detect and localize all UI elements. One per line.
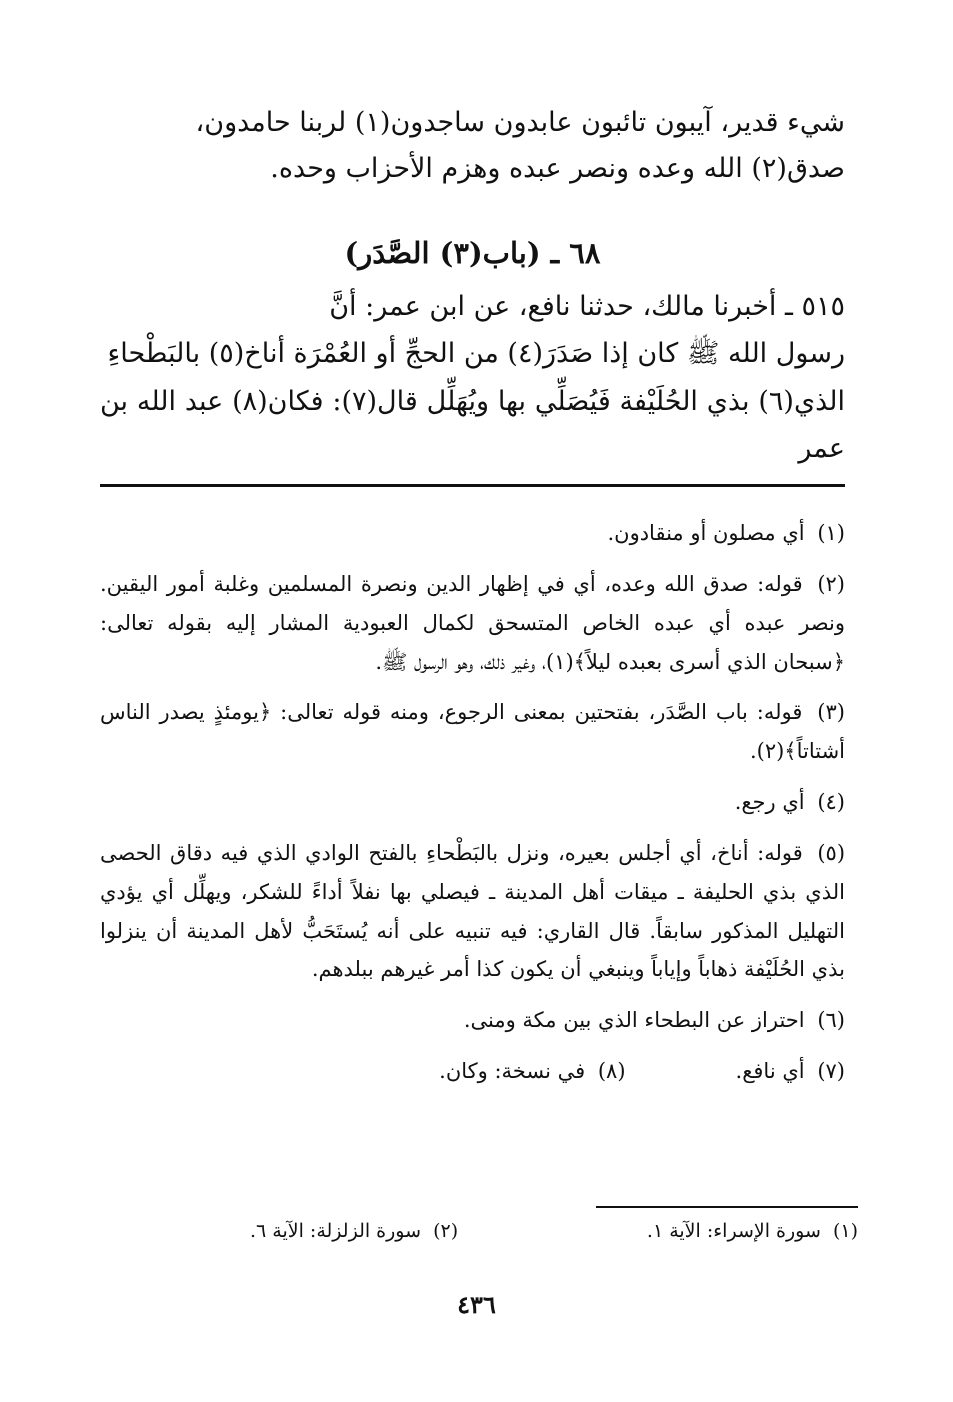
footnote-text: قوله: أناخ، أي أجلس بعيره، ونزل بالبَطْحاءِ بالفتح الوادي الذي فيه دقاق الحصى الذي بذي الحليفة ـ ميقات أهل المدينة ـ فيصلي بها نفلاً أداءً للشكر، ويهلِّل أي يؤدي التهليل المذكور سابقاً. قال القاري: فيه تنبيه على أنه يُستَحَبُّ لأهل المدينة أن ينزلوا بذي الحُلَيْفة ذهاباً وإياباً وينبغي أن يكون كذا أمر غيرهم ببلدهم.	[100, 840, 845, 982]
hadith-text	[100, 283, 845, 472]
footnote	[100, 565, 845, 682]
footnote-number: (٣)	[817, 700, 845, 725]
footnote-text: قوله: باب الصَّدَر، بفتحتين بمعنى الرجوع، ومنه قوله تعالى: ﴿يومئذٍ يصدر الناس أشتاتاً﴾(٢).	[100, 700, 845, 764]
sub-footnote-number: (١)	[832, 1220, 858, 1242]
main-line: صدق(٢) الله وعده ونصر عبده وهزم الأحزاب وحده.	[270, 152, 845, 184]
footnote	[439, 1052, 625, 1091]
sub-footnote-separator	[596, 1206, 858, 1208]
sub-footnote	[250, 1220, 458, 1242]
footnote-separator	[100, 484, 845, 487]
footnote-number: (٥)	[817, 840, 846, 865]
chapter-heading: ٦٨ ـ (باب(٣) الصَّدَر)	[344, 236, 601, 270]
main-line: شيء قدير، آيبون تائبون عابدون ساجدون(١) لربنا حامدون،	[195, 107, 845, 138]
hadith-line: ٥١٥ ـ أخبرنا مالك، حدثنا نافع، عن ابن عمر: أنَّ	[329, 291, 845, 322]
footnote-text: قوله: صدق الله وعده، أي في إظهار الدين ونصرة المسلمين وغلبة أمور اليقين. ونصر عبده أي عبده الخاص المتسحق لكمال العبودية المشار إليه بقوله تعالى: ﴿سبحان الذي أسرى بعبده ليلاً﴾(١)، وغير ذلك، وهو الرسول ﷺ.	[100, 571, 845, 674]
footnote	[100, 1001, 845, 1040]
hadith-line: رسول الله ﷺ كان إذا صَدَرَ(٤) من الحجِّ أو العُمْرَة أناخ(٥) بالبَطْحاءِ	[107, 338, 845, 370]
sub-footnotes	[250, 1220, 858, 1242]
footnote-text: في نسخة: وكان.	[439, 1059, 586, 1084]
footnote	[100, 693, 845, 771]
footnote-text: أي مصلون أو منقادون.	[607, 521, 805, 545]
footnote-number: (٦)	[817, 1008, 845, 1033]
footnotes	[100, 514, 845, 1091]
footnote	[100, 783, 845, 822]
sub-footnote	[647, 1220, 858, 1242]
sub-footnote-text: سورة الزلزلة: الآية ٦.	[250, 1220, 422, 1242]
footnote-number: (٤)	[817, 790, 845, 815]
footnote-text: أي نافع.	[735, 1059, 805, 1084]
footnote	[736, 1052, 845, 1091]
footnote-number: (٧)	[817, 1059, 845, 1084]
page-number: ٤٣٦	[457, 1290, 496, 1319]
footnote	[100, 834, 845, 989]
sub-footnote-number: (٢)	[433, 1220, 459, 1242]
footnote-text: أي رجع.	[734, 790, 805, 815]
footnote-number: (٨)	[597, 1059, 626, 1084]
footnote-number: (٢)	[817, 571, 845, 596]
hadith-line: الذي(٦) بذي الحُلَيْفة فَيُصَلِّي بها ويُهَلِّل قال(٧): فكان(٨) عبد الله بن عمر	[100, 385, 845, 464]
main-text	[100, 100, 845, 192]
footnote-number: (١)	[817, 521, 845, 545]
sub-footnote-text: سورة الإسراء: الآية ١.	[646, 1220, 821, 1242]
footnote-text: احتراز عن البطحاء الذي بين مكة ومنى.	[463, 1008, 805, 1033]
footnote-pair	[100, 1052, 845, 1091]
footnote	[100, 514, 845, 553]
